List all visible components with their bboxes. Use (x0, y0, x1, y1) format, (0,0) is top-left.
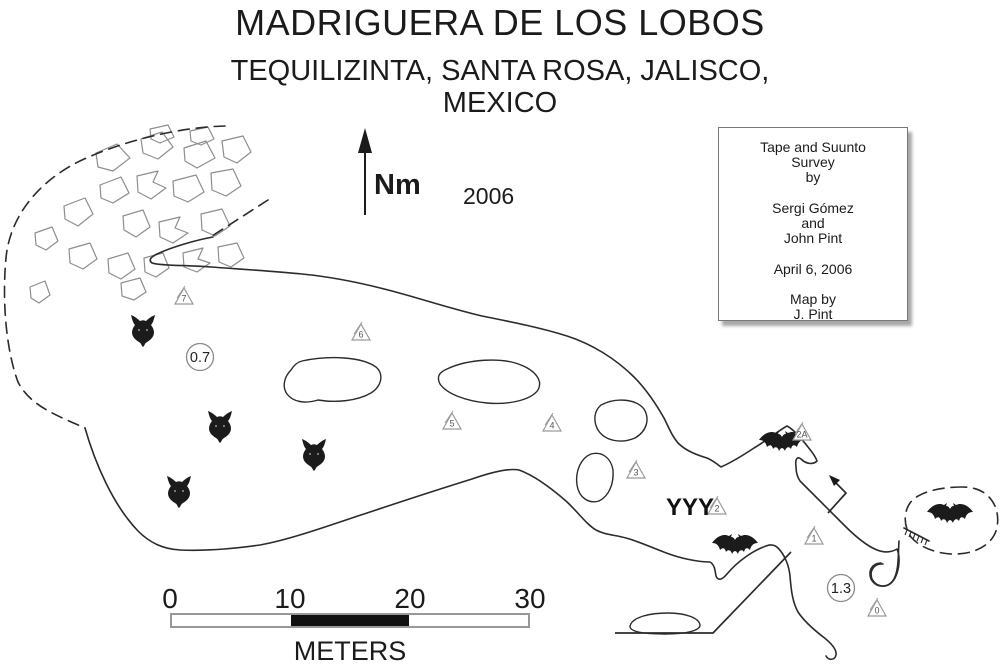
north-arrow (358, 128, 372, 215)
map-subtitle-country: MEXICO (442, 87, 558, 119)
svg-text:2A: 2A (796, 429, 808, 440)
credit-line: Survey (791, 154, 835, 171)
survey-credit-box (718, 127, 908, 321)
north-label: Nm (374, 169, 421, 201)
map-symbols (131, 286, 973, 616)
svg-text:6: 6 (358, 329, 364, 340)
floor-pockets (284, 358, 647, 502)
boulder-outline (630, 613, 700, 634)
wolf-head-icon (302, 439, 326, 471)
survey-station (175, 286, 193, 304)
svg-text:1.3: 1.3 (830, 581, 852, 597)
credit-line: April 6, 2006 (773, 260, 853, 277)
ceiling-height-label (828, 575, 855, 602)
survey-station (352, 322, 370, 340)
credit-line: and (801, 215, 825, 231)
credit-line: John Pint (783, 230, 843, 247)
credit-line: Tape and Suunto (760, 139, 866, 155)
survey-station (868, 598, 886, 616)
svg-text:0: 0 (874, 605, 880, 616)
bat-icon (712, 534, 758, 554)
bat-icon (927, 503, 973, 523)
entrance-arrow-icon (828, 475, 846, 513)
credit-line: Sergi Gómez (772, 199, 854, 216)
survey-station (543, 413, 561, 431)
scale-tick-30: 30 (514, 583, 546, 614)
scale-unit-label: METERS (293, 636, 407, 666)
credit-line: Map by (790, 290, 836, 307)
credit-line: J. Pint (793, 306, 833, 323)
wolf-head-icon (131, 315, 155, 347)
survey-station (805, 526, 823, 544)
scale-bar-segment-white (172, 615, 291, 626)
breakdown-blocks (30, 125, 251, 303)
svg-text:3: 3 (633, 467, 639, 478)
credit-line: by (805, 169, 821, 186)
survey-year: 2006 (463, 183, 515, 209)
map-title: MADRIGUERA DE LOS LOBOS (235, 2, 765, 43)
scale-bar (170, 613, 530, 628)
credit-line (719, 246, 907, 261)
map-subtitle-location: TEQUILIZINTA, SANTA ROSA, JALISCO, (230, 55, 770, 87)
scale-tick-10: 10 (274, 583, 306, 614)
credit-line (719, 186, 907, 201)
survey-station (627, 460, 645, 478)
svg-text:4: 4 (549, 420, 555, 431)
wolf-head-icon (208, 411, 232, 443)
dripline-dashed-segment (212, 200, 268, 236)
ceiling-height-label (187, 344, 214, 371)
roots-symbol: YYY (665, 494, 715, 521)
survey-station (443, 411, 461, 429)
svg-text:1: 1 (811, 533, 817, 544)
svg-text:0.7: 0.7 (189, 350, 211, 366)
scale-tick-20: 20 (394, 583, 426, 614)
scale-bar-segment-black (291, 615, 410, 626)
survey-station (793, 422, 811, 440)
credit-line (719, 277, 907, 292)
svg-text:7: 7 (181, 293, 187, 304)
hook-passage (870, 541, 899, 586)
scale-tick-0: 0 (162, 583, 178, 614)
svg-text:2: 2 (714, 503, 720, 514)
svg-text:5: 5 (449, 418, 455, 429)
entrance-slope-lines (615, 552, 791, 633)
scale-bar-segment-white (409, 615, 528, 626)
dripline-dashed-boundary (5, 126, 226, 428)
wolf-head-icon (167, 476, 191, 508)
